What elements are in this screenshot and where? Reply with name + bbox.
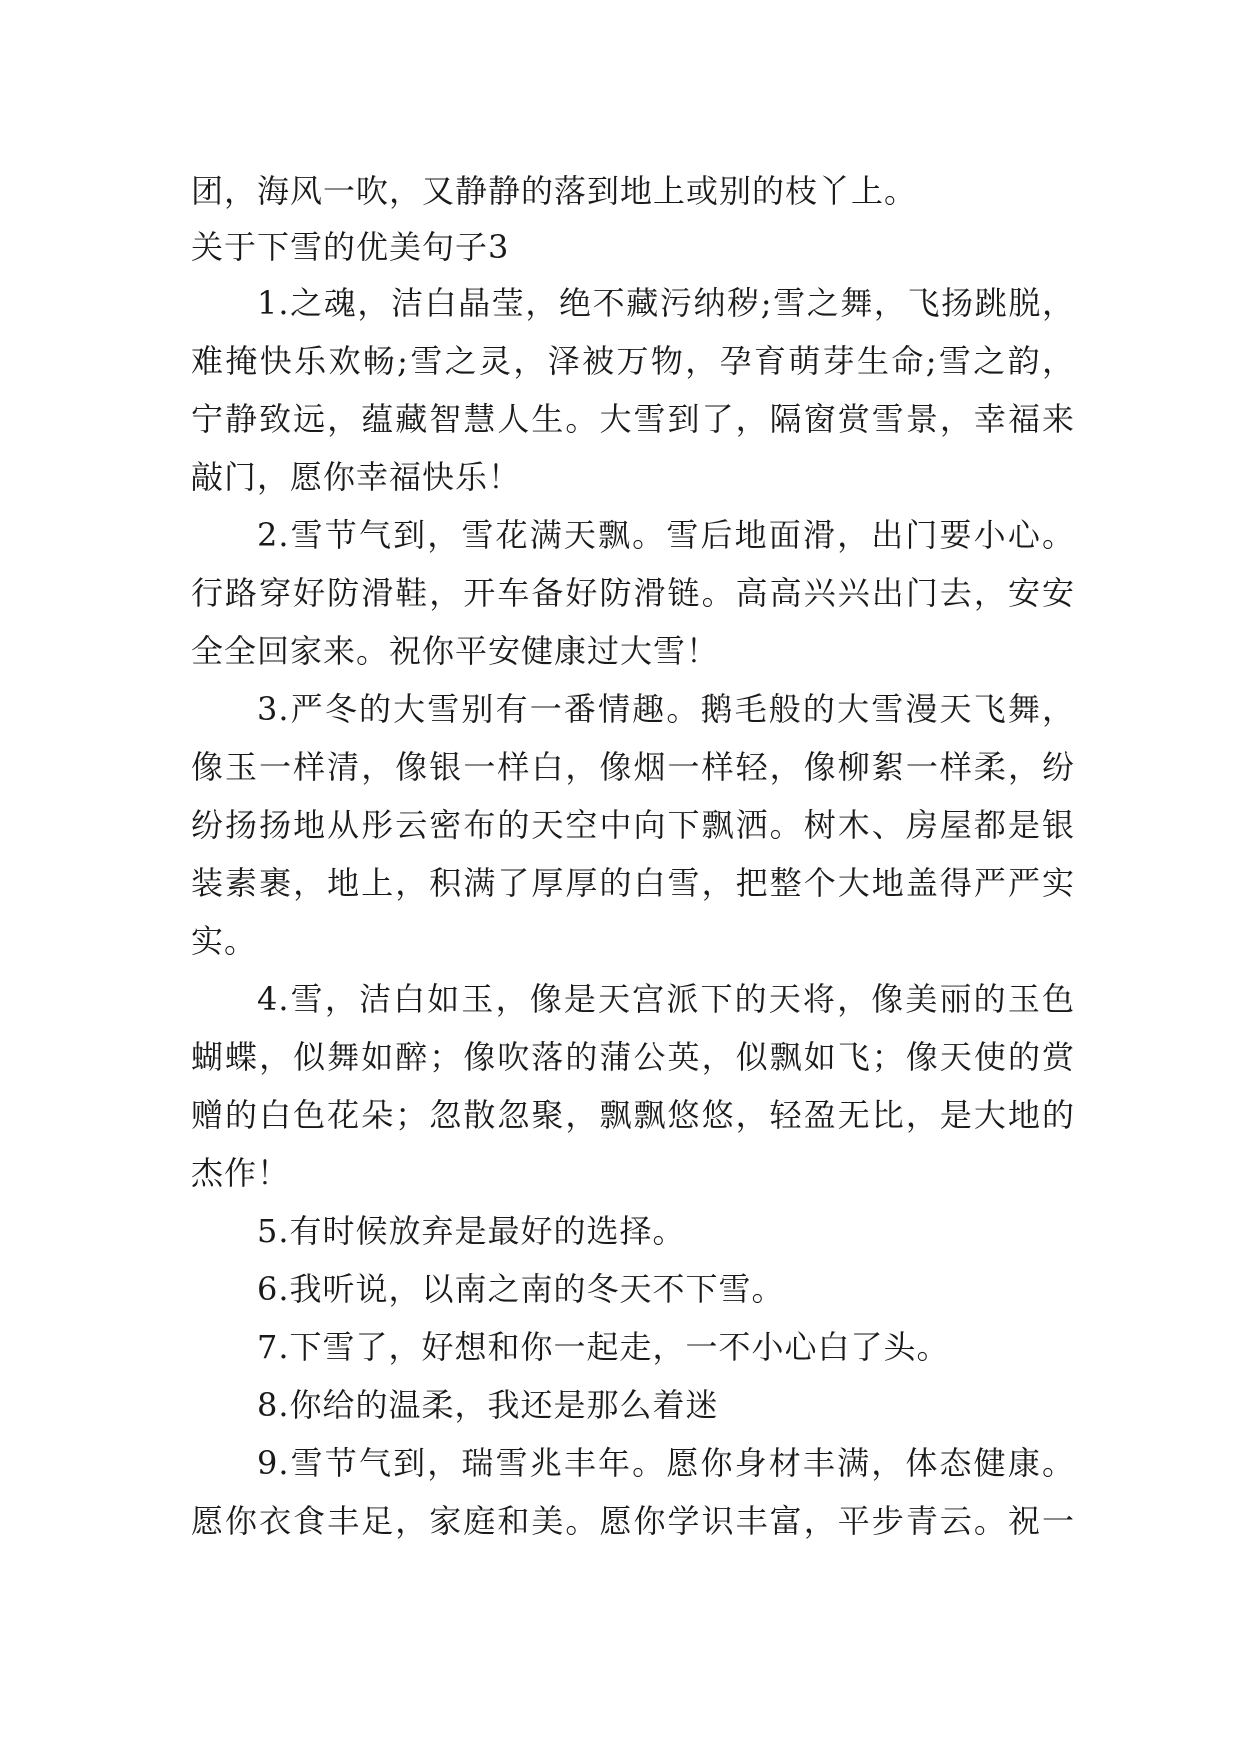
text-line: 纷扬扬地从彤云密布的天空中向下飘洒。树木、房屋都是银: [191, 806, 1075, 844]
text-line: 6.我听说，以南之南的冬天不下雪。: [257, 1270, 785, 1308]
text-line: 宁静致远，蕴藏智慧人生。大雪到了，隔窗赏雪景，幸福来: [191, 400, 1075, 438]
text-line: 像玉一样清，像银一样白，像烟一样轻，像柳絮一样柔，纷: [191, 748, 1075, 786]
text-line: 实。: [191, 922, 258, 960]
text-line: 装素裹，地上，积满了厚厚的白雪，把整个大地盖得严严实: [191, 864, 1075, 902]
text-line: 3.严冬的大雪别有一番情趣。鹅毛般的大雪漫天飞舞，: [257, 690, 1075, 728]
text-line: 7.下雪了，好想和你一起走，一不小心白了头。: [257, 1328, 950, 1366]
text-line: 2.雪节气到，雪花满天飘。雪后地面滑，出门要小心。: [257, 516, 1075, 554]
text-line: 1.之魂，洁白晶莹，绝不藏污纳秽;雪之舞，飞扬跳脱，: [257, 284, 1075, 322]
text-line: 9.雪节气到，瑞雪兆丰年。愿你身材丰满，体态健康。: [257, 1444, 1075, 1482]
text-line: 敲门，愿你幸福快乐！: [191, 458, 522, 496]
text-line: 杰作！: [191, 1154, 291, 1192]
section-heading: 关于下雪的优美句子3: [191, 228, 510, 266]
text-line: 蝴蝶，似舞如醉；像吹落的蒲公英，似飘如飞；像天使的赏: [191, 1038, 1075, 1076]
text-line: 愿你衣食丰足，家庭和美。愿你学识丰富，平步青云。祝一: [191, 1502, 1075, 1540]
text-line: 团，海风一吹，又静静的落到地上或别的枝丫上。: [191, 172, 918, 210]
text-line: 8.你给的温柔，我还是那么着迷: [257, 1386, 719, 1424]
text-line: 赠的白色花朵；忽散忽聚，飘飘悠悠，轻盈无比，是大地的: [191, 1096, 1075, 1134]
text-line: 全全回家来。祝你平安健康过大雪！: [191, 632, 720, 670]
text-line: 行路穿好防滑鞋，开车备好防滑链。高高兴兴出门去，安安: [191, 574, 1075, 612]
text-line: 4.雪，洁白如玉，像是天宫派下的天将，像美丽的玉色: [257, 980, 1075, 1018]
text-line: 难掩快乐欢畅;雪之灵，泽被万物，孕育萌芽生命;雪之韵，: [191, 342, 1075, 380]
text-line: 5.有时候放弃是最好的选择。: [257, 1212, 686, 1250]
